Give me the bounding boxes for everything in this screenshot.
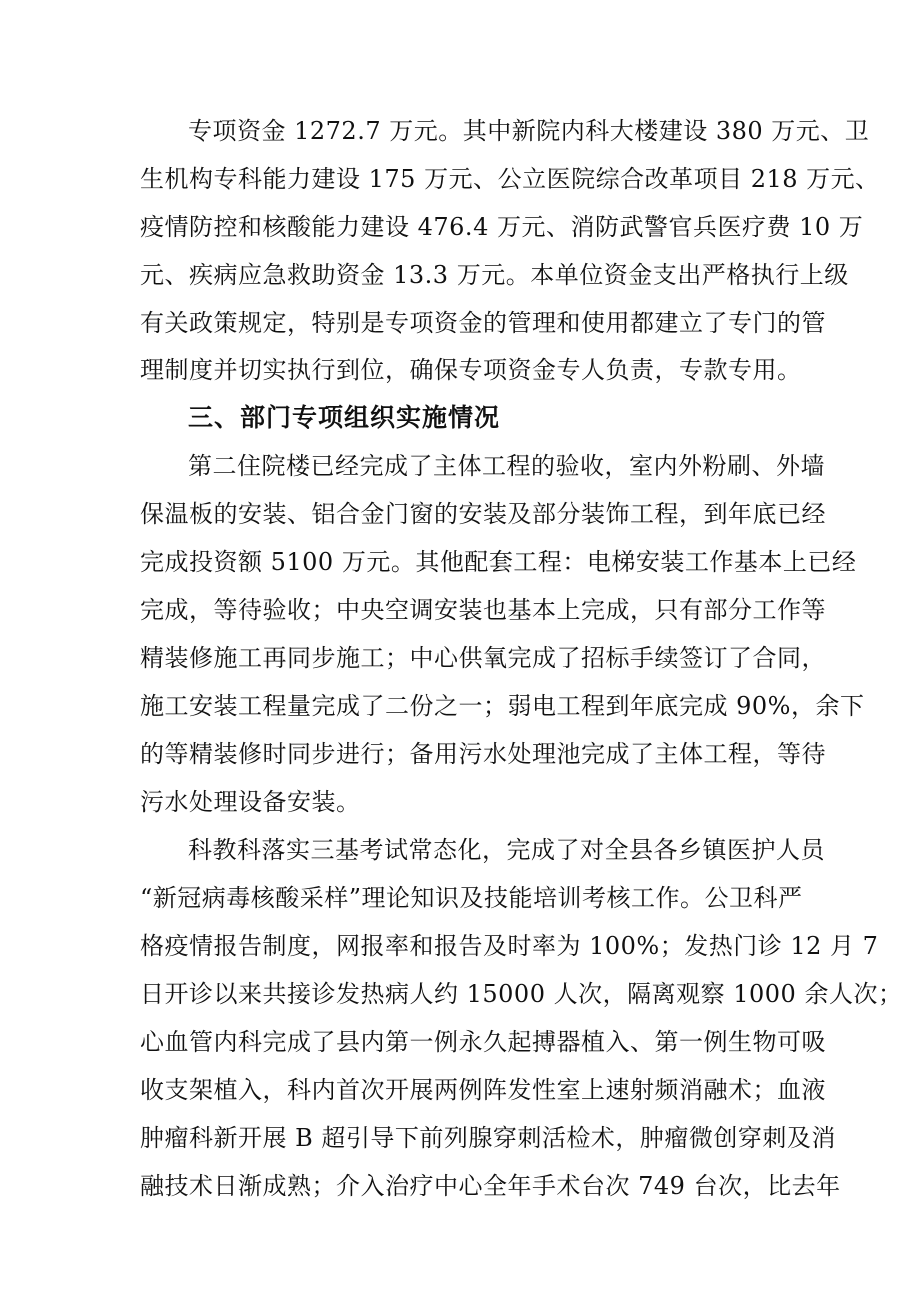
paragraph-line: 专项资金 1272.7 万元。其中新院内科大楼建设 380 万元、卫	[188, 117, 870, 145]
paragraph-line: 肿瘤科新开展 B 超引导下前列腺穿刺活检术，肿瘤微创穿刺及消	[140, 1124, 836, 1152]
paragraph-line: 保温板的安装、铝合金门窗的安装及部分装饰工程，到年底已经	[140, 500, 826, 528]
paragraph-line: 精装修施工再同步施工；中心供氧完成了招标手续签订了合同，	[140, 644, 826, 672]
paragraph-line: 格疫情报告制度，网报率和报告及时率为 100%；发热门诊 12 月 7	[140, 932, 879, 960]
paragraph-line: 污水处理设备安装。	[140, 788, 361, 816]
paragraph-line: 的等精装修时同步进行；备用污水处理池完成了主体工程，等待	[140, 740, 826, 768]
paragraph-line: “新冠病毒核酸采样”理论知识及技能培训考核工作。公卫科严	[140, 884, 803, 912]
paragraph-line: 心血管内科完成了县内第一例永久起搏器植入、第一例生物可吸	[140, 1028, 826, 1056]
paragraph-line: 融技术日渐成熟；介入治疗中心全年手术台次 749 台次，比去年	[140, 1172, 841, 1200]
paragraph-line: 生机构专科能力建设 175 万元、公立医院综合改革项目 218 万元、	[140, 165, 880, 193]
paragraph-line: 疫情防控和核酸能力建设 476.4 万元、消防武警官兵医疗费 10 万	[140, 213, 864, 241]
paragraph-line: 完成，等待验收；中央空调安装也基本上完成，只有部分工作等	[140, 596, 826, 624]
paragraph-line: 收支架植入，科内首次开展两例阵发性室上速射频消融术；血液	[140, 1076, 826, 1104]
paragraph-line: 科教科落实三基考试常态化，完成了对全县各乡镇医护人员	[188, 836, 825, 864]
paragraph-line: 元、疾病应急救助资金 13.3 万元。本单位资金支出严格执行上级	[140, 261, 849, 289]
paragraph-line: 日开诊以来共接诊发热病人约 15000 人次，隔离观察 1000 余人次；	[140, 980, 903, 1008]
paragraph-line: 施工安装工程量完成了二份之一；弱电工程到年底完成 90%，余下	[140, 692, 865, 720]
paragraph-line: 有关政策规定，特别是专项资金的管理和使用都建立了专门的管	[140, 309, 826, 337]
paragraph-line: 第二住院楼已经完成了主体工程的验收，室内外粉刷、外墙	[188, 452, 825, 480]
section-heading: 三、部门专项组织实施情况	[188, 403, 501, 432]
paragraph-line: 理制度并切实执行到位，确保专项资金专人负责，专款专用。	[140, 356, 802, 384]
paragraph-line: 完成投资额 5100 万元。其他配套工程：电梯安装工作基本上已经	[140, 548, 857, 576]
